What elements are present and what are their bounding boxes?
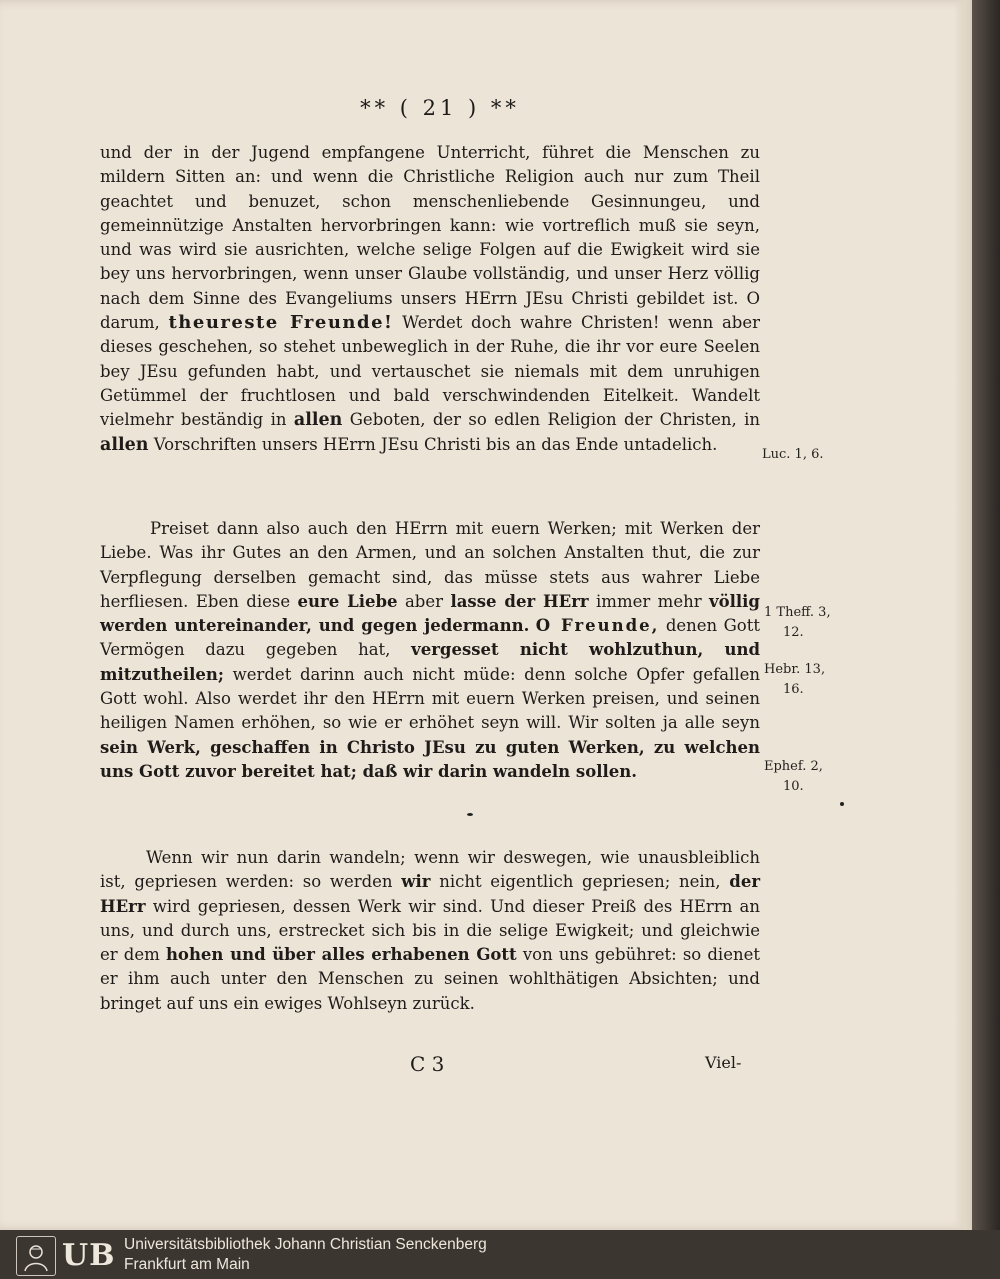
p3-text-4: von uns gebühret: so dienet er ihm auch unter den Menschen zu seinen wohlthätigen Absichten; und bringet auf uns ein ewiges Wohlseyn zurück. bbox=[100, 945, 761, 1013]
ink-speck bbox=[840, 802, 844, 806]
margin-note-hebr-verse: 16. bbox=[783, 682, 804, 697]
p2-text-3: immer mehr bbox=[596, 591, 702, 611]
p2-text-4: denen Gott Vermögen dazu gegeben hat, bbox=[100, 616, 760, 660]
p2-text-1: Preiset dann also auch den HErrn mit euern Werken; mit Werken der Liebe. Was ihr Gutes an den Armen, und an solchen Anstalten thut, die zur Verpflegung derselben gemacht sind, das müsse stets aus wahrer Liebe herfliesen. Eben diese bbox=[100, 519, 760, 611]
margin-note-thess-verse: 12. bbox=[783, 625, 804, 640]
margin-note-ephes: Ephef. 2, bbox=[764, 759, 823, 774]
margin-note-ephes-verse: 10. bbox=[783, 779, 804, 794]
paragraph-1 bbox=[100, 141, 760, 457]
paragraph-2 bbox=[100, 517, 760, 784]
p3-emphasis-1: wir bbox=[401, 872, 431, 892]
ink-speck bbox=[467, 813, 473, 816]
p3-text-3: wird gepriesen, dessen Werk wir sind. Und dieser Preiß des HErrn an uns, und durch uns, erstrecket sich bis in die selige Ewigkeit; und gleichwie er dem bbox=[100, 896, 760, 965]
p1-text-1: und der in der Jugend empfangene Unterricht, führet die Menschen zu mildern Sitten an: und wenn die Christliche Religion auch nur zum Theil geachtet und benuzet, schon menschenliebende Gesinnungeu, und gemeinnützige Anstalten hervorbringen kann: wie vortreflich muß sie seyn, und was wird sie ausrichten, welche selige Folgen auf die Ewigkeit wird sie bey uns hervorbringen, wenn unser Glaube vollständig, und unser Herz völlig nach dem Sinne des Evangeliums unsers HErrn JEsu Christi gebildet ist. O darum, bbox=[100, 143, 760, 333]
p1-emphasis-2: allen bbox=[293, 410, 343, 431]
margin-note-hebr: Hebr. 13, bbox=[764, 662, 826, 677]
p2-emphasis-4: O Freunde, bbox=[535, 616, 660, 636]
p2-emphasis-3: völlig werden untereinander, und gegen jedermann. bbox=[100, 591, 760, 636]
library-footer bbox=[0, 1230, 1000, 1279]
p2-text-5: werdet darinn auch nicht müde: denn solche Opfer gefallen Gott wohl. Also werdet ihr den HErrn mit euern Werken preisen, und seinen heiligen Namen erhöhen, so wie er erhöhet seyn will. Wir solten ja alle seyn bbox=[100, 664, 761, 733]
p2-emphasis-1: eure Liebe bbox=[297, 591, 398, 611]
page-header: ** ( 21 ) ** bbox=[360, 96, 520, 120]
margin-note-luc: Luc. 1, 6. bbox=[762, 447, 824, 462]
page-edge-shadow bbox=[972, 0, 1000, 1230]
p1-text-3: Geboten, der so edlen Religion der Christen, in bbox=[349, 410, 761, 430]
p3-emphasis-2: der HErr bbox=[100, 872, 761, 916]
library-name: Universitätsbibliothek Johann Christian Senckenberg bbox=[124, 1236, 487, 1253]
paragraph-3 bbox=[100, 846, 760, 1016]
p1-text-4: Vorschriften unsers HErrn JEsu Christi bis an das Ende untadelich. bbox=[153, 434, 718, 454]
p2-emphasis-5: vergesset nicht wohlzuthun, und mitzutheilen; bbox=[100, 640, 760, 684]
p1-emphasis-3: allen bbox=[100, 434, 149, 455]
p1-text-2: Werdet doch wahre Christen! wenn aber dieses geschehen, so stehet unbeweglich in der Ruhe, die ihr vor eure Seelen bey JEsu gefunden habt, und vertauschet sie niemals mit dem unruhigen Getümmel der fruchtlosen und bald verschwindenden Eitelkeit. Wandelt vielmehr beständig in bbox=[100, 313, 761, 430]
p3-emphasis-3: hohen und über alles erhabenen Gott bbox=[165, 945, 517, 965]
p2-emphasis-6: sein Werk, geschaffen in Christo JEsu zu guten Werken, zu welchen uns Gott zuvor bereitet hat; daß wir darin wandeln sollen. bbox=[100, 737, 760, 781]
p3-text-1: Wenn wir nun darin wandeln; wenn wir deswegen, wie unausbleiblich ist, gepriesen werden: so werden bbox=[100, 848, 760, 892]
catchword: Viel- bbox=[705, 1053, 742, 1072]
p2-emphasis-2: lasse der HErr bbox=[450, 591, 589, 611]
margin-note-thess: 1 Theff. 3, bbox=[764, 605, 831, 620]
p3-text-2: nicht eigentlich gepriesen; nein, bbox=[439, 872, 721, 892]
p1-emphasis-1: theureste Freunde! bbox=[168, 312, 394, 334]
p2-text-2: aber bbox=[404, 591, 444, 611]
signature-mark: C 3 bbox=[410, 1052, 445, 1076]
library-city: Frankfurt am Main bbox=[124, 1256, 250, 1273]
library-logo-text: UB bbox=[62, 1238, 116, 1273]
library-crest-icon bbox=[16, 1236, 56, 1276]
